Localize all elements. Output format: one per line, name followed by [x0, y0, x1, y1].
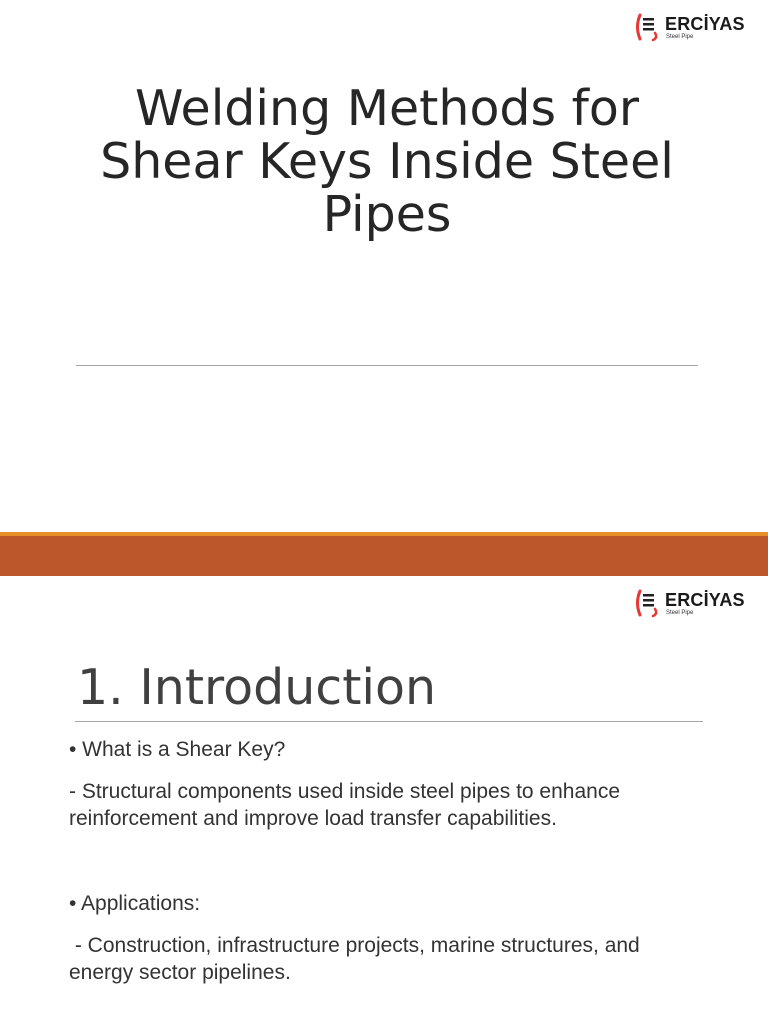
bullet-what-is-shear-key: • What is a Shear Key? — [69, 738, 286, 761]
heading-underline — [75, 721, 703, 722]
logo-mark-icon — [634, 12, 664, 42]
introduction-slide — [0, 576, 768, 1024]
company-logo — [634, 588, 752, 620]
logo-mark-icon — [634, 588, 664, 618]
slide-separator-band — [0, 532, 768, 576]
applications-list: - Construction, infrastructure projects, marine structures, and energy sector pipelines. — [69, 934, 646, 984]
title-divider-line — [76, 365, 698, 366]
slide-title: Welding Methods for Shear Keys Inside Steel Pipes — [100, 80, 674, 243]
logo-subtitle: Steel Pipe — [666, 610, 694, 616]
company-logo — [634, 12, 752, 44]
logo-name: ERCİYAS — [665, 590, 745, 610]
bullet-applications: • Applications: — [69, 892, 201, 915]
section-heading: 1. Introduction — [77, 659, 437, 716]
separator-accent-stripe — [0, 532, 768, 536]
logo-name: ERCİYAS — [665, 14, 745, 34]
shear-key-definition: - Structural components used inside steel pipes to enhance reinforcement and improve load transfer capabilities. — [69, 780, 620, 830]
logo-subtitle: Steel Pipe — [666, 34, 694, 40]
